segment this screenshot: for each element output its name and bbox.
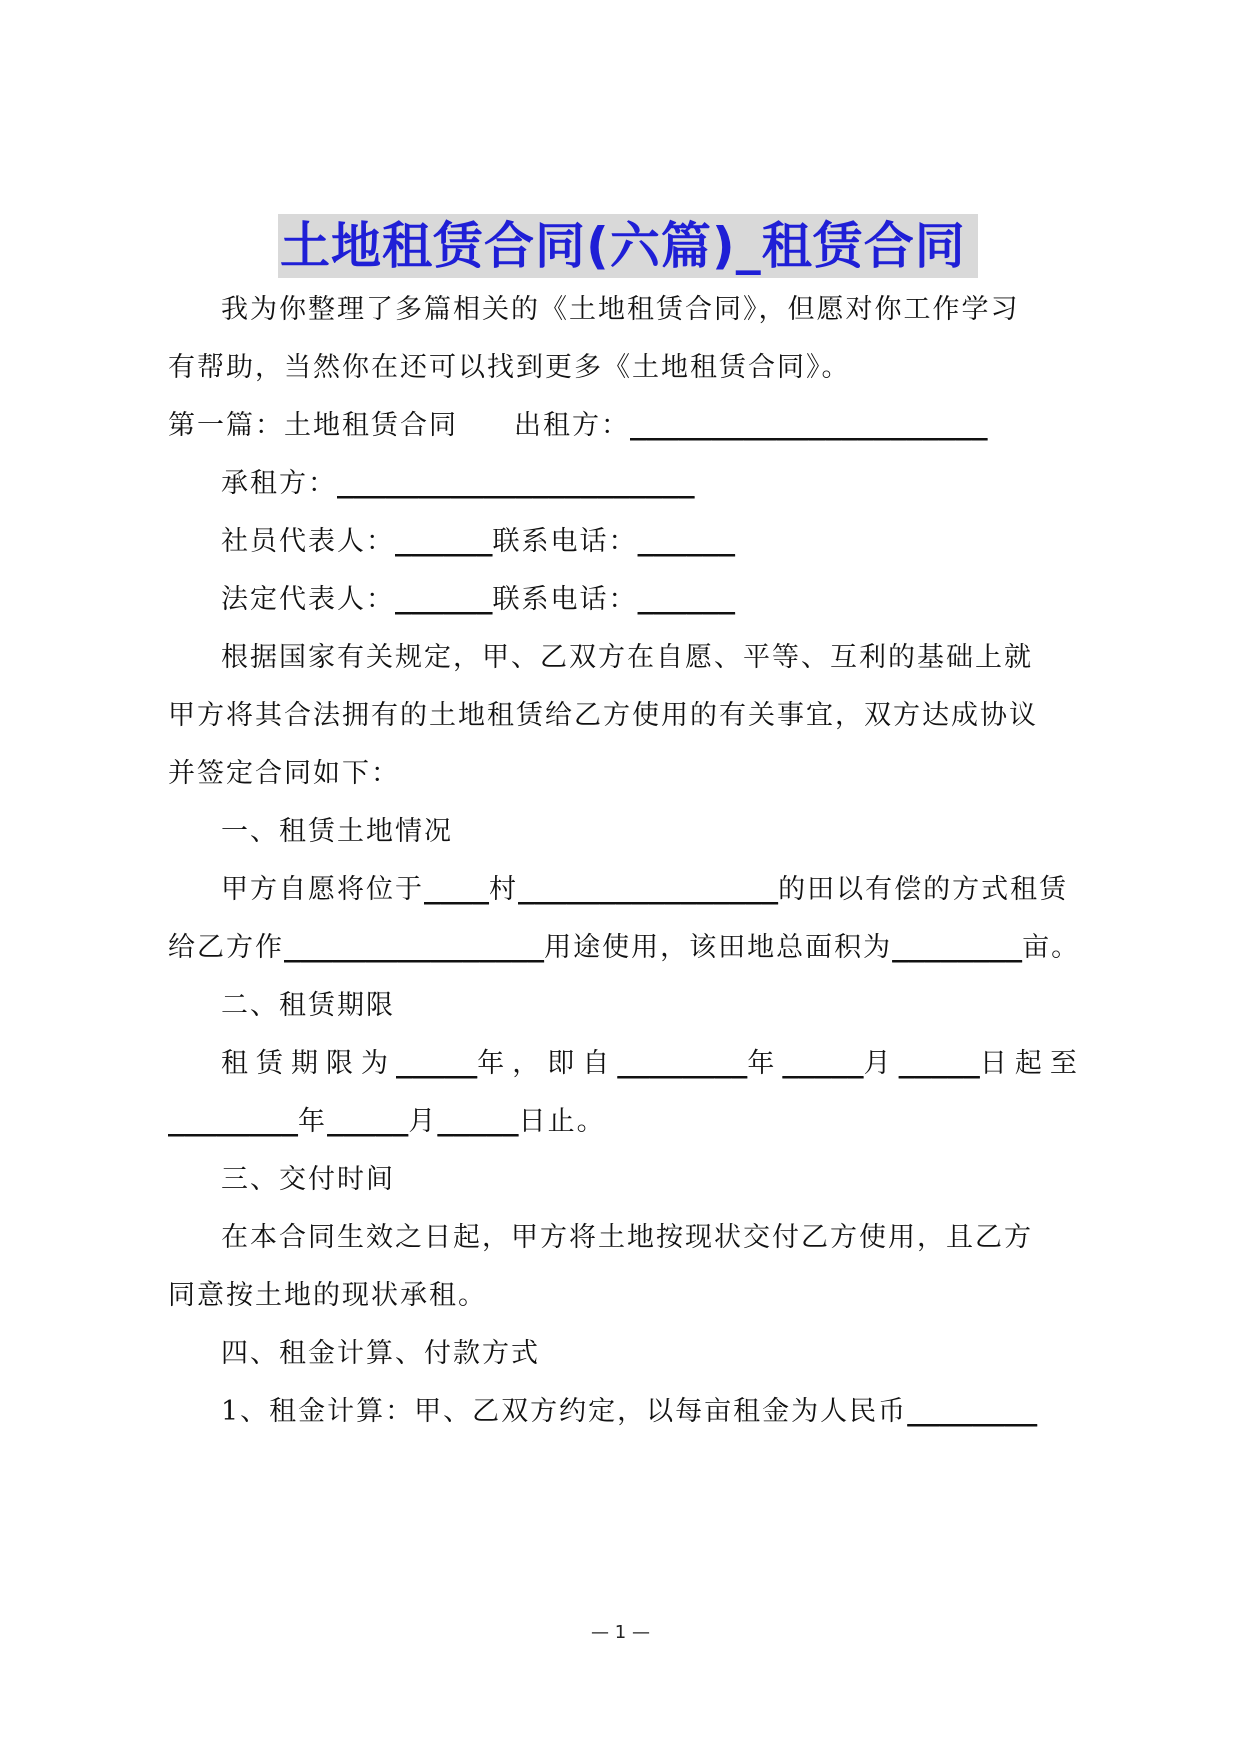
clause-3-line-2: 同意按土地的现状承租。	[168, 1280, 487, 1311]
legal-rep-blank: ______	[395, 584, 493, 615]
section-1-heading: 第一篇：土地租赁合同	[168, 410, 458, 441]
clause-4-heading: 四、租金计算、付款方式	[221, 1338, 540, 1369]
legal-phone-blank: ______	[637, 584, 736, 615]
preamble-line-2: 甲方将其合法拥有的土地租赁给乙方使用的有关事宜，双方达成协议	[168, 700, 1038, 731]
clause-2-text-c: 年，即自	[477, 1048, 618, 1079]
member-phone-blank: ______	[637, 526, 736, 557]
clause-1-text-a: 甲方自愿将位于	[221, 874, 424, 905]
end-day-blank: _____	[437, 1106, 519, 1137]
clause-2-text-a: 租赁期限为	[221, 1048, 396, 1079]
usage-blank: ________________	[284, 932, 545, 963]
clause-1-text-2c: 用途使用，该田地总面积为	[544, 932, 893, 963]
clause-1-text-2a: 给乙方作	[168, 932, 284, 963]
clause-2-text-2b: 年	[298, 1106, 328, 1137]
lessor-label: 出租方：	[514, 410, 630, 441]
clause-2-line-2	[168, 1102, 606, 1142]
lessee-blank: ______________________	[337, 468, 695, 499]
clause-1-text-2e: 亩。	[1022, 932, 1081, 963]
clause-2-line-1	[221, 1044, 1085, 1084]
start-year-blank: ________	[617, 1048, 748, 1079]
page-number: — 1 —	[591, 1622, 650, 1643]
clause-2-text-g: 月	[863, 1048, 899, 1079]
intro-line-1: 我为你整理了多篇相关的《土地租赁合同》，但愿对你工作学习	[221, 294, 1020, 325]
clause-2-heading: 二、租赁期限	[221, 990, 395, 1021]
document-title: 土地租赁合同(六篇)_租赁合同	[280, 217, 966, 275]
lessee-row	[221, 464, 695, 504]
preamble-line-1: 根据国家有关规定，甲、乙双方在自愿、平等、互利的基础上就	[221, 642, 1033, 673]
member-rep-row	[221, 522, 735, 562]
village-blank: ____	[424, 874, 490, 905]
start-month-blank: _____	[782, 1048, 864, 1079]
field-location-blank: ________________	[518, 874, 779, 905]
clause-2-text-2f: 日止。	[518, 1106, 606, 1137]
clause-2-text-2d: 月	[408, 1106, 438, 1137]
clause-3-line-1: 在本合同生效之日起，甲方将土地按现状交付乙方使用，且乙方	[221, 1222, 1033, 1253]
area-blank: ________	[892, 932, 1023, 963]
legal-rep-row	[221, 580, 735, 620]
clause-1-text-e: 的田以有偿的方式租赁	[778, 874, 1069, 905]
end-year-blank: ________	[168, 1106, 299, 1137]
clause-1-line-2	[168, 928, 1080, 968]
legal-phone-label: 联系电话：	[492, 584, 638, 615]
legal-rep-label: 法定代表人：	[221, 584, 395, 615]
end-month-blank: _____	[327, 1106, 409, 1137]
clause-3-heading: 三、交付时间	[221, 1164, 395, 1195]
clause-2-text-i: 日起至	[979, 1048, 1085, 1079]
clause-1-text-c: 村	[489, 874, 519, 905]
rent-amount-blank: ________	[907, 1396, 1038, 1427]
lessee-label: 承租方：	[221, 468, 337, 499]
rent-calc-text: 1、租金计算：甲、乙双方约定，以每亩租金为人民币	[221, 1396, 908, 1427]
clause-4-line-1	[221, 1392, 1037, 1432]
lessor-blank: ______________________	[630, 410, 988, 441]
member-rep-blank: ______	[395, 526, 493, 557]
member-rep-label: 社员代表人：	[221, 526, 395, 557]
term-years-blank: _____	[396, 1048, 478, 1079]
member-phone-label: 联系电话：	[492, 526, 638, 557]
intro-line-2: 有帮助，当然你在还可以找到更多《土地租赁合同》。	[168, 352, 851, 383]
preamble-line-3: 并签定合同如下：	[168, 758, 400, 789]
clause-1-heading: 一、租赁土地情况	[221, 816, 453, 847]
clause-1-line-1	[221, 870, 1068, 910]
clause-2-text-e: 年	[747, 1048, 783, 1079]
start-day-blank: _____	[898, 1048, 980, 1079]
section-1-heading-row	[168, 406, 988, 446]
